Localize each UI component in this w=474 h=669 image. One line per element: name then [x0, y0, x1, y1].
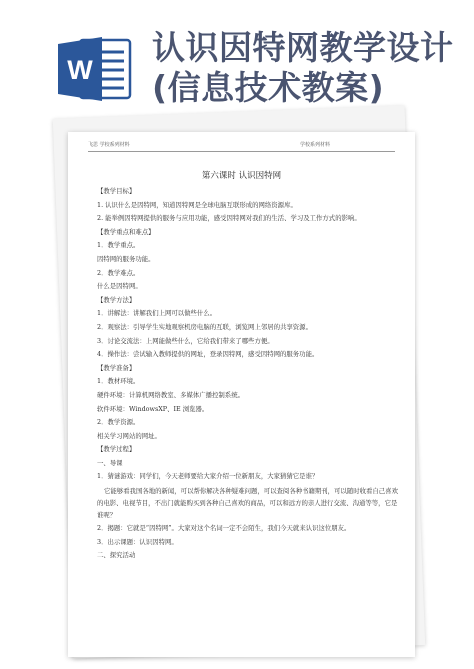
section-heading: 【教学重点和难点】: [97, 227, 155, 236]
running-head-left: 飞思 学校系列材料: [88, 142, 130, 148]
section-heading: 【教学准备】: [97, 363, 136, 372]
lesson-title: 第六课时 认识因特网: [201, 171, 282, 181]
body-line: 什么是因特网。: [97, 282, 142, 291]
body-line: 2. 能举例因特网提供的服务与应用功能，感受因特网对我们的生活、学习及工作方式的影响。: [97, 214, 361, 223]
body-line: 1．猜谜游戏：同学们，今天老师要给大家介绍一位新朋友，大家猜猜它是谁？: [97, 472, 319, 481]
body-line: 1. 认识什么是因特网，知道因特网是全球电脑互联形成的网络资源库。: [97, 200, 297, 209]
body-line: 一、导课: [97, 458, 123, 467]
body-paragraph: 它能够看我国各地的新闻，可以帮你解决各种疑难问题，可以查阅各种书籍期刊，可以随时收看自己喜欢的电影、电视节目，不出门就能购买到各种自己喜欢的商品，可以和远方的亲人进行交流、沟通等等，它是谁呢？: [97, 487, 398, 520]
body-line: 2．教学资源。: [97, 418, 140, 427]
body-line: 2．观察法：引导学生实地观察机房电脑的互联，浏览网上邻居的共享资源。: [97, 322, 312, 331]
document-page: [68, 132, 415, 657]
running-head: [88, 140, 395, 152]
body-line: 3．出示课题：认识因特网。: [97, 537, 178, 546]
body-line: 2．教学难点。: [97, 268, 140, 277]
word-icon-letter: W: [67, 55, 93, 85]
body-line: 4．操作法：尝试输入教师提供的网址，登录因特网，感受因特网的服务功能。: [97, 350, 319, 359]
body-line: 1．教材环境。: [97, 377, 140, 386]
body-line: 1．教学重点。: [97, 241, 140, 250]
word-icon: [58, 34, 132, 104]
running-head-right: 学校系列材料: [300, 142, 331, 148]
body-line: 2．揭题：它就是“因特网”。大家对这个名词一定不会陌生，我们今天就来认识这位朋友。: [97, 524, 351, 533]
body-line: 相关学习网站的网址。: [97, 431, 161, 440]
body-line: 3．讨论交流法：上网能做些什么，它给我们带来了哪些方便。: [97, 336, 274, 345]
section-heading: 【教学过程】: [97, 445, 136, 454]
body-line: 软件环境：WindowsXP、IE 浏览器。: [97, 404, 209, 413]
body-line: 因特网的服务功能。: [97, 254, 155, 263]
body-line: 1．讲解法：讲解我们上网可以做些什么。: [97, 309, 217, 318]
section-heading: 【教学目标】: [97, 187, 136, 195]
document-title: 认识因特网教学设计(信息技术教案): [152, 28, 454, 107]
body-line: 硬件环境：计算机网络教室、多媒体广播控制系统。: [97, 390, 244, 399]
body-line: 二、探究活动: [97, 551, 136, 560]
section-heading: 【教学方法】: [97, 295, 136, 304]
document-body: [97, 186, 401, 564]
page-header: [0, 0, 474, 120]
